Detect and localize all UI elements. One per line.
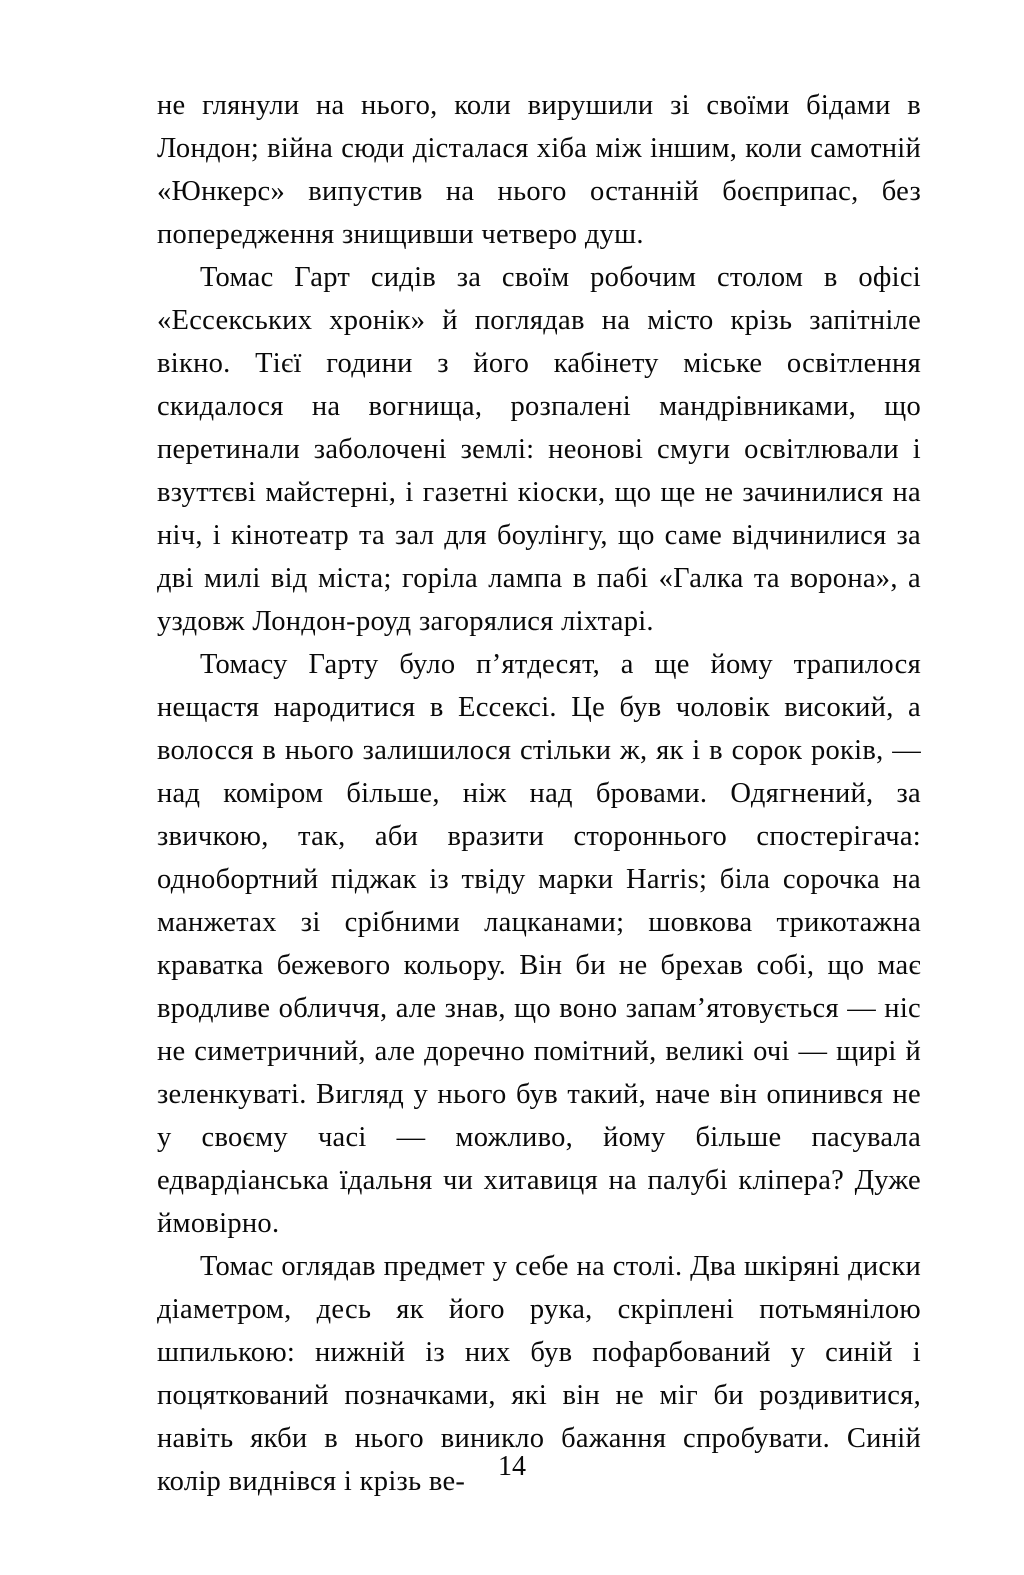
page-text-block <box>157 84 921 1503</box>
paragraph-continuation: не глянули на нього, коли вирушили зі своїми бідами в Лондон; війна сюди дісталася хіба між іншим, коли самотній «Юнкерс» випустив на нього останній боєприпас, без попередження знищивши четверо душ. <box>157 90 921 250</box>
paragraph-thomas-hart-desk: Томас Гарт сидів за своїм робочим столом в офісі «Ессекських хронік» й поглядав на місто крізь запітніле вікно. Тієї години з його кабінету міське освітлення скидалося на вогнища, розпалені мандрівниками, що перетинали заболочені землі: неонові смуги освітлювали і взуттєві майстерні, і газетні кіоски, що ще не зачинилися на ніч, і кінотеатр та зал для боулінгу, що саме відчинилися за дві милі від міста; горіла лампа в пабі «Галка та ворона», а уздовж Лондон-роуд загорялися ліхтарі. <box>157 262 921 637</box>
paragraph-thomas-age-description: Томасу Гарту було п’ятдесят, а ще йому трапилося нещастя народитися в Ессексі. Це був чоловік високий, а волосся в нього залишилося стільки ж, як і в сорок років, — над коміром більше, ніж над бровами. Одягнений, за звичкою, так, аби вразити стороннього спостерігача: однобортний піджак із твіду марки Harris; біла сорочка на манжетах зі срібними лацканами; шовкова трикотажна краватка бежевого кольору. Він би не брехав собі, що має вродливе обличчя, але знав, що воно запам’ятовується — ніс не симетричний, але доречно помітний, великі очі — щирі й зеленкуваті. Вигляд у нього був такий, наче він опинився не у своєму часі — можливо, йому більше пасувала едвардіанська їдальня чи хитавиця на палубі кліпера? Дуже ймовірно. <box>157 649 921 1239</box>
page-number: 14 <box>498 1451 526 1482</box>
paragraph-thomas-examines-object: Томас оглядав предмет у себе на столі. Два шкіряні диски діаметром, десь як його рука, скріплені потьмянілою шпилькою: нижній із них був пофарбований у синій і поцяткований позначками, які він не міг би роздивитися, навіть якби в нього виникло бажання спробувати. Синій колір виднівся і крізь ве- <box>157 1251 921 1497</box>
